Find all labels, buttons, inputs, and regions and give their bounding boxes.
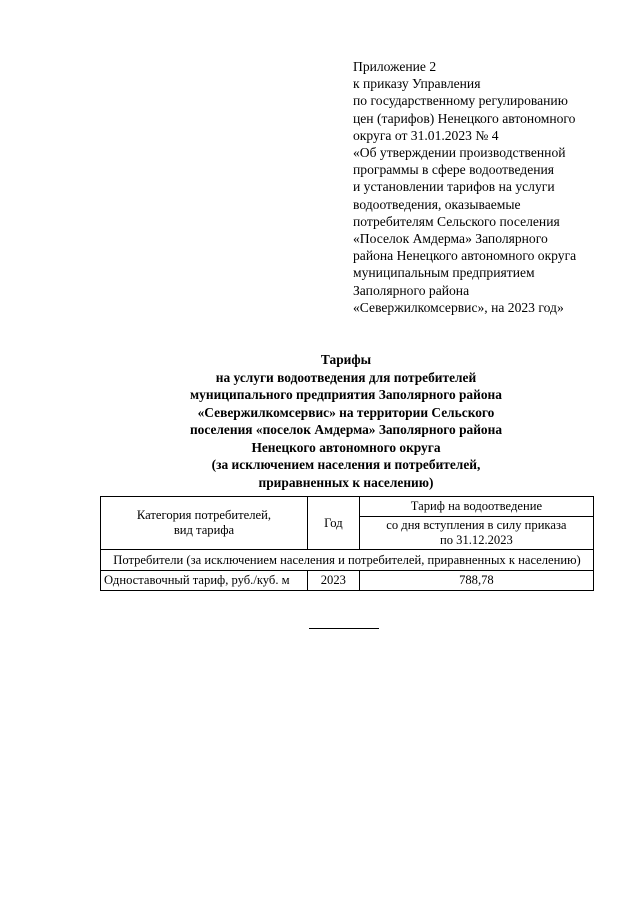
title-line: Тарифы: [320, 352, 372, 367]
title-line: «Севержилкомсервис» на территории Сельского: [197, 404, 495, 420]
annex-line: потребителям Сельского поселения: [353, 213, 560, 229]
annex-line: Заполярного района: [353, 282, 470, 298]
title-line: (за исключением населения и потребителей,: [211, 457, 481, 472]
annex-line: цен (тарифов) Ненецкого автономного: [353, 110, 576, 126]
annex-line: Приложение 2: [353, 59, 437, 74]
title-line: приравненных к населению): [258, 474, 434, 490]
annex-line: к приказу Управления: [353, 76, 481, 92]
title-line: Ненецкого автономного округа: [251, 439, 441, 455]
header-period-line1: со дня вступления в силу приказа: [386, 518, 567, 532]
annex-line: «Поселок Амдерма» Заполярного: [353, 231, 548, 247]
table-row: [101, 571, 594, 591]
annex-line: водоотведения, оказываемые: [353, 196, 521, 212]
header-period-line2: по 31.12.2023: [439, 533, 513, 547]
annex-line: и установлении тарифов на услуги: [353, 179, 555, 195]
end-separator-line: [309, 628, 379, 629]
table-section-row: [101, 550, 594, 571]
annex-reference: [353, 58, 633, 316]
annex-line: округа от 31.01.2023 № 4: [353, 127, 499, 143]
header-tariff-group: Тариф на водоотведение: [359, 497, 593, 517]
header-period: [359, 517, 593, 550]
tariff-year-cell: 2023: [307, 571, 359, 591]
section-label: Потребители (за исключением населения и потребителей, приравненных к населению): [101, 550, 594, 571]
header-category-line2: вид тарифа: [173, 523, 235, 537]
table-header-row: [101, 497, 594, 517]
annex-line: муниципальным предприятием: [353, 265, 535, 281]
annex-line: программы в сфере водоотведения: [353, 162, 555, 178]
document-title: [100, 351, 592, 491]
header-category: [101, 497, 308, 550]
tariff-type-cell: Одноставочный тариф, руб./куб. м: [101, 571, 308, 591]
title-line: поселения «поселок Амдерма» Заполярного района: [189, 422, 503, 437]
title-line: муниципального предприятия Заполярного района: [190, 387, 502, 402]
tariff-table: [100, 496, 594, 591]
title-line: на услуги водоотведения для потребителей: [215, 369, 477, 385]
header-year: Год: [307, 497, 359, 550]
annex-line: района Ненецкого автономного округа: [353, 248, 577, 264]
tariff-value-cell: 788,78: [359, 571, 593, 591]
header-category-line1: Категория потребителей,: [136, 508, 272, 522]
annex-line: по государственному регулированию: [353, 93, 568, 109]
annex-line: «Севержилкомсервис», на 2023 год»: [353, 299, 564, 315]
annex-line: «Об утверждении производственной: [353, 145, 566, 161]
